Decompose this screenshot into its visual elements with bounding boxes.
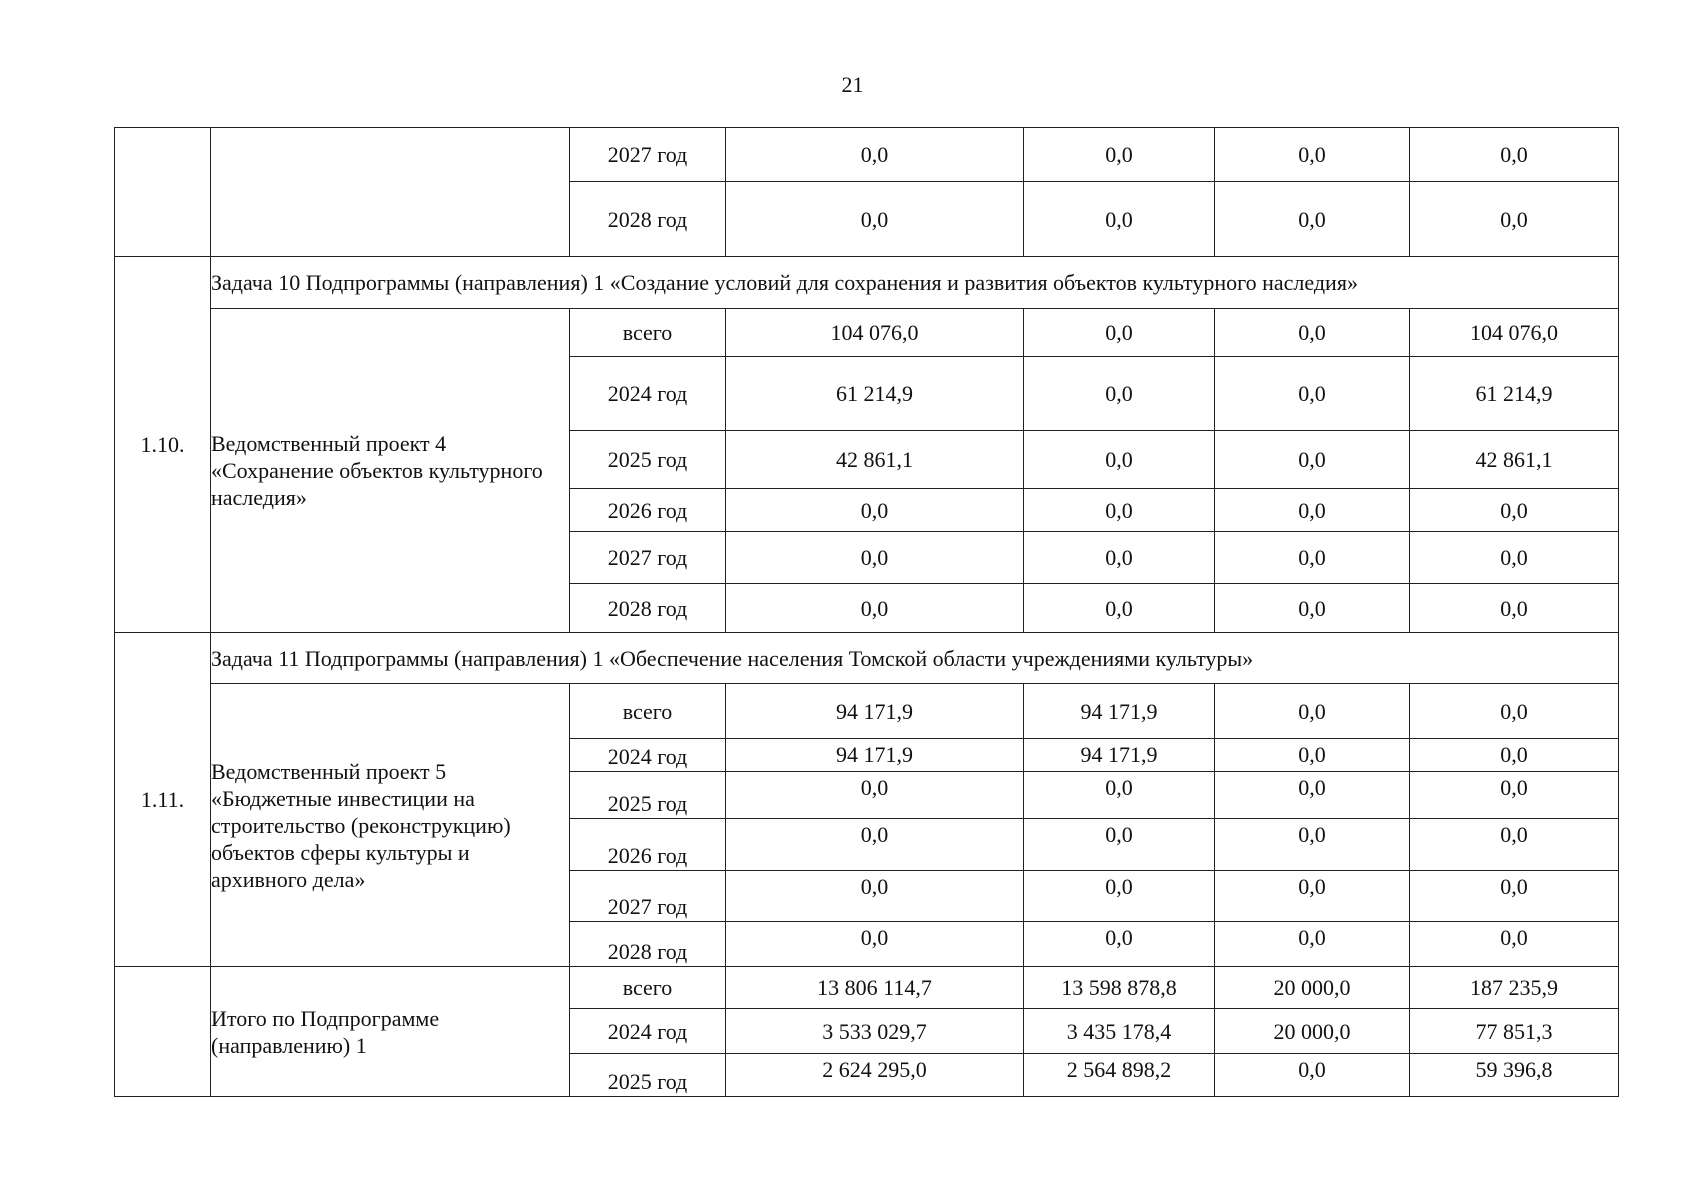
value-cell (1024, 819, 1215, 871)
value-cell (1410, 922, 1619, 967)
value-cell: 0,0 (1215, 309, 1410, 357)
value-text: 59 396,8 (1475, 1057, 1553, 1082)
value-text: 0,0 (860, 775, 889, 800)
value-cell: 94 171,9 (1024, 684, 1215, 739)
value-cell: 0,0 (1410, 128, 1619, 182)
number-cell (115, 128, 211, 257)
year-cell (570, 871, 726, 922)
value-cell: 0,0 (1215, 128, 1410, 182)
year-cell: 2024 год (570, 357, 726, 431)
year-cell: 2027 год (570, 532, 726, 584)
year-cell: 2024 год (570, 1009, 726, 1054)
value-cell: 0,0 (1024, 532, 1215, 584)
year-cell: 2026 год (570, 489, 726, 532)
value-text: 0,0 (1105, 775, 1133, 800)
value-cell: 0,0 (1410, 684, 1619, 739)
year-cell: всего (570, 967, 726, 1009)
table-row (115, 684, 1619, 739)
value-cell: 0,0 (726, 182, 1024, 257)
value-cell (1215, 739, 1410, 772)
value-cell: 0,0 (726, 584, 1024, 633)
value-cell (1410, 819, 1619, 871)
value-cell: 0,0 (1024, 431, 1215, 489)
year-label: 2025 год (607, 1069, 688, 1094)
value-cell: 61 214,9 (1410, 357, 1619, 431)
value-text: 0,0 (860, 925, 889, 950)
value-cell (1215, 871, 1410, 922)
value-text: 0,0 (1105, 925, 1133, 950)
value-cell: 0,0 (1215, 357, 1410, 431)
year-cell: 2028 год (570, 584, 726, 633)
value-cell: 0,0 (1410, 532, 1619, 584)
year-cell: 2027 год (570, 128, 726, 182)
value-cell (1410, 871, 1619, 922)
value-cell: 0,0 (1024, 489, 1215, 532)
value-cell: 20 000,0 (1215, 1009, 1410, 1054)
value-cell: 13 806 114,7 (726, 967, 1024, 1009)
task-heading: Задача 10 Подпрограммы (направления) 1 «Создание условий для сохранения и развития объектов культурного наследия» (211, 257, 1619, 309)
year-cell (570, 739, 726, 772)
value-text: 0,0 (1298, 775, 1326, 800)
value-text: 94 171,9 (836, 742, 913, 767)
project-name: Ведомственный проект 5 «Бюджетные инвестиции на строительство (реконструкцию) объектов сферы культуры и архивного дела» (211, 684, 570, 967)
value-cell: 0,0 (1215, 489, 1410, 532)
value-text: 0,0 (1105, 822, 1133, 847)
value-cell (726, 819, 1024, 871)
table-row (115, 967, 1619, 1009)
value-cell (726, 772, 1024, 819)
value-cell: 3 435 178,4 (1024, 1009, 1215, 1054)
value-cell: 0,0 (1024, 357, 1215, 431)
value-cell: 77 851,3 (1410, 1009, 1619, 1054)
year-label: 2025 год (607, 791, 688, 816)
value-text: 0,0 (1298, 874, 1326, 899)
value-cell (1024, 922, 1215, 967)
value-text: 0,0 (1298, 822, 1326, 847)
year-cell: всего (570, 684, 726, 739)
value-cell: 0,0 (1215, 684, 1410, 739)
value-text: 0,0 (1298, 1057, 1326, 1082)
value-cell: 0,0 (1215, 532, 1410, 584)
value-cell: 0,0 (1215, 182, 1410, 257)
value-cell (1024, 871, 1215, 922)
value-cell: 0,0 (1215, 584, 1410, 633)
value-cell: 0,0 (726, 128, 1024, 182)
year-cell (570, 1054, 726, 1097)
value-text: 0,0 (1105, 874, 1133, 899)
financing-table (114, 127, 1619, 1097)
value-cell: 0,0 (726, 532, 1024, 584)
value-text: 0,0 (1298, 925, 1326, 950)
year-cell: 2025 год (570, 431, 726, 489)
value-text: 0,0 (1500, 874, 1528, 899)
value-cell (1215, 772, 1410, 819)
value-cell: 0,0 (1024, 128, 1215, 182)
table-row (115, 257, 1619, 309)
value-cell (1410, 1054, 1619, 1097)
value-cell (1024, 1054, 1215, 1097)
table-row (115, 633, 1619, 684)
value-text: 0,0 (1500, 822, 1528, 847)
year-label: 2027 год (607, 894, 688, 919)
value-cell: 3 533 029,7 (726, 1009, 1024, 1054)
value-text: 0,0 (1500, 775, 1528, 800)
value-text: 0,0 (1500, 925, 1528, 950)
number-cell (115, 967, 211, 1097)
value-text: 2 564 898,2 (1066, 1057, 1172, 1082)
year-label: 2028 год (607, 939, 688, 964)
value-cell: 0,0 (726, 489, 1024, 532)
value-cell: 61 214,9 (726, 357, 1024, 431)
value-text: 0,0 (1500, 742, 1528, 767)
value-cell: 13 598 878,8 (1024, 967, 1215, 1009)
year-label: 2024 год (607, 744, 688, 769)
name-cell (211, 128, 570, 257)
year-cell (570, 922, 726, 967)
value-cell: 0,0 (1410, 489, 1619, 532)
value-cell (1215, 1054, 1410, 1097)
value-cell: 104 076,0 (1410, 309, 1619, 357)
total-label: Итого по Подпрограмме (направлению) 1 (211, 967, 570, 1097)
section-number: 1.11. (115, 633, 211, 967)
page-number: 21 (841, 72, 864, 97)
value-text: 94 171,9 (1080, 742, 1158, 767)
value-cell: 0,0 (1024, 182, 1215, 257)
year-cell (570, 772, 726, 819)
value-cell (1215, 922, 1410, 967)
year-cell (570, 819, 726, 871)
value-cell (1024, 772, 1215, 819)
value-cell (726, 739, 1024, 772)
section-number: 1.10. (115, 257, 211, 633)
value-cell: 42 861,1 (726, 431, 1024, 489)
value-cell: 0,0 (1024, 584, 1215, 633)
value-text: 0,0 (1298, 742, 1326, 767)
task-heading: Задача 11 Подпрограммы (направления) 1 «Обеспечение населения Томской области учреждениями культуры» (211, 633, 1619, 684)
value-cell (1215, 819, 1410, 871)
value-cell (726, 871, 1024, 922)
table-row (115, 128, 1619, 182)
value-cell: 187 235,9 (1410, 967, 1619, 1009)
value-text: 2 624 295,0 (822, 1057, 927, 1082)
value-cell: 42 861,1 (1410, 431, 1619, 489)
value-cell (726, 1054, 1024, 1097)
value-cell: 0,0 (1410, 182, 1619, 257)
value-text: 0,0 (860, 874, 889, 899)
year-cell: 2028 год (570, 182, 726, 257)
project-name: Ведомственный проект 4 «Сохранение объектов культурного наследия» (211, 309, 570, 633)
value-cell (1410, 772, 1619, 819)
value-cell: 0,0 (1410, 584, 1619, 633)
value-cell (1410, 739, 1619, 772)
value-cell: 94 171,9 (726, 684, 1024, 739)
value-cell: 0,0 (1024, 309, 1215, 357)
value-cell (726, 922, 1024, 967)
year-label: 2026 год (607, 843, 688, 868)
year-cell: всего (570, 309, 726, 357)
value-cell (1024, 739, 1215, 772)
value-cell: 0,0 (1215, 431, 1410, 489)
value-text: 0,0 (860, 822, 889, 847)
value-cell: 104 076,0 (726, 309, 1024, 357)
table-row (115, 309, 1619, 357)
value-cell: 20 000,0 (1215, 967, 1410, 1009)
